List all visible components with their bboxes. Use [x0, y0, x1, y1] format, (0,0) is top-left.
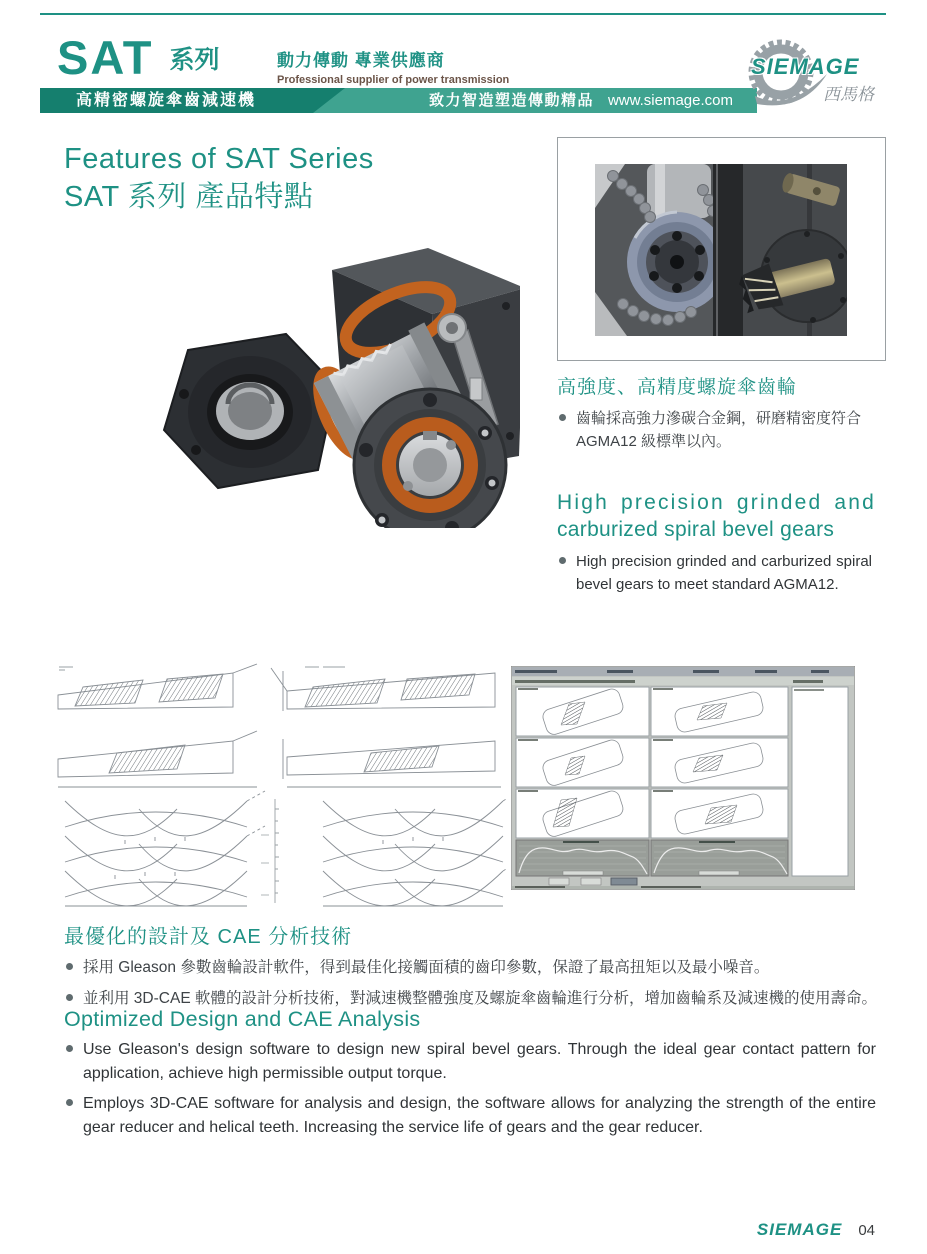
series-name: SAT — [57, 31, 154, 84]
tagline-en: Professional supplier of power transmission — [277, 74, 510, 86]
footer-brand-logo: SIEMAGE — [756, 1220, 843, 1239]
page-title — [64, 140, 374, 216]
website-url: www.siemage.com — [607, 92, 733, 109]
section-heading-line1: High precision grinded and — [557, 491, 877, 514]
banner-slogan-text: 致力智造塑造傳動精品 — [428, 92, 594, 109]
brand-logo — [737, 30, 889, 114]
page-number: 04 — [858, 1222, 875, 1239]
brand-name: SIEMAGE — [751, 54, 860, 79]
section-heading: 最優化的設計及 CAE 分析技術 — [64, 926, 353, 948]
bullet-dot — [559, 557, 566, 564]
section-cae-en — [64, 1007, 876, 1140]
banner-product-label: 高精密螺旋傘齒減速機 — [76, 92, 257, 109]
brand-name-zh: 西馬格 — [823, 85, 874, 104]
bullet-dot — [66, 963, 73, 970]
bullet-dot — [66, 994, 73, 1001]
cae-software-screenshot — [511, 666, 855, 890]
page-title-en: Features of SAT Series — [64, 143, 374, 175]
bullet-text: 並利用 3D-CAE 軟體的設計分析技術，對減速機整體強度及螺旋傘齒輪進行分析，增加齒輪系及減速機的使用壽命。 — [83, 990, 877, 1008]
contact-pattern-drawings — [55, 663, 507, 908]
bullet-text: 採用 Gleason 參數齒輪設計軟件，得到最佳化接觸面積的齒印參數，保證了最高扭矩以及最小噪音。 — [83, 959, 770, 976]
list-item — [64, 956, 879, 980]
section-heading: 高強度、高精度螺旋傘齒輪 — [557, 377, 798, 398]
series-logo — [57, 31, 220, 84]
bullet-text: 齒輪採高強力滲碳合金鋼，研磨精密度符合 AGMA12 級標準以內。 — [576, 410, 862, 451]
product-render-image — [100, 228, 520, 528]
section-heading-line2: carburized spiral bevel gears — [557, 518, 835, 541]
list-item — [557, 407, 875, 454]
series-suffix: 系列 — [169, 46, 220, 74]
page-title-zh: SAT 系列 產品特點 — [64, 181, 314, 213]
bullet-text: Employs 3D-CAE software for analysis and design, the software allows for analyzing the strength of the entire gear reducer and helical teeth. Increasing the service life of gears and the gear reducer. — [83, 1095, 876, 1136]
header-banner — [40, 88, 757, 113]
bullet-dot — [559, 414, 566, 421]
list-item — [64, 1038, 876, 1086]
company-tagline — [277, 46, 509, 86]
tagline-zh: 動力傳動 專業供應商 — [277, 51, 445, 70]
section-bevel-zh — [557, 372, 875, 454]
list-item — [557, 550, 872, 597]
page-footer — [757, 1220, 875, 1240]
list-item — [64, 1092, 876, 1140]
machining-photo-frame — [557, 137, 886, 361]
bullet-dot — [66, 1045, 73, 1052]
section-bevel-en — [557, 491, 877, 597]
top-rule — [40, 13, 886, 15]
section-heading: Optimized Design and CAE Analysis — [64, 1007, 421, 1031]
banner-slogan — [429, 88, 733, 113]
bullet-dot — [66, 1099, 73, 1106]
machining-photo — [595, 164, 847, 336]
bullet-text: Use Gleason's design software to design new spiral bevel gears. Through the ideal gear contact pattern for application, achieve high permissible output torque. — [83, 1041, 876, 1082]
section-cae-zh — [64, 920, 879, 1011]
bullet-text: High precision grinded and carburized spiral bevel gears to meet standard AGMA12. — [576, 553, 872, 594]
